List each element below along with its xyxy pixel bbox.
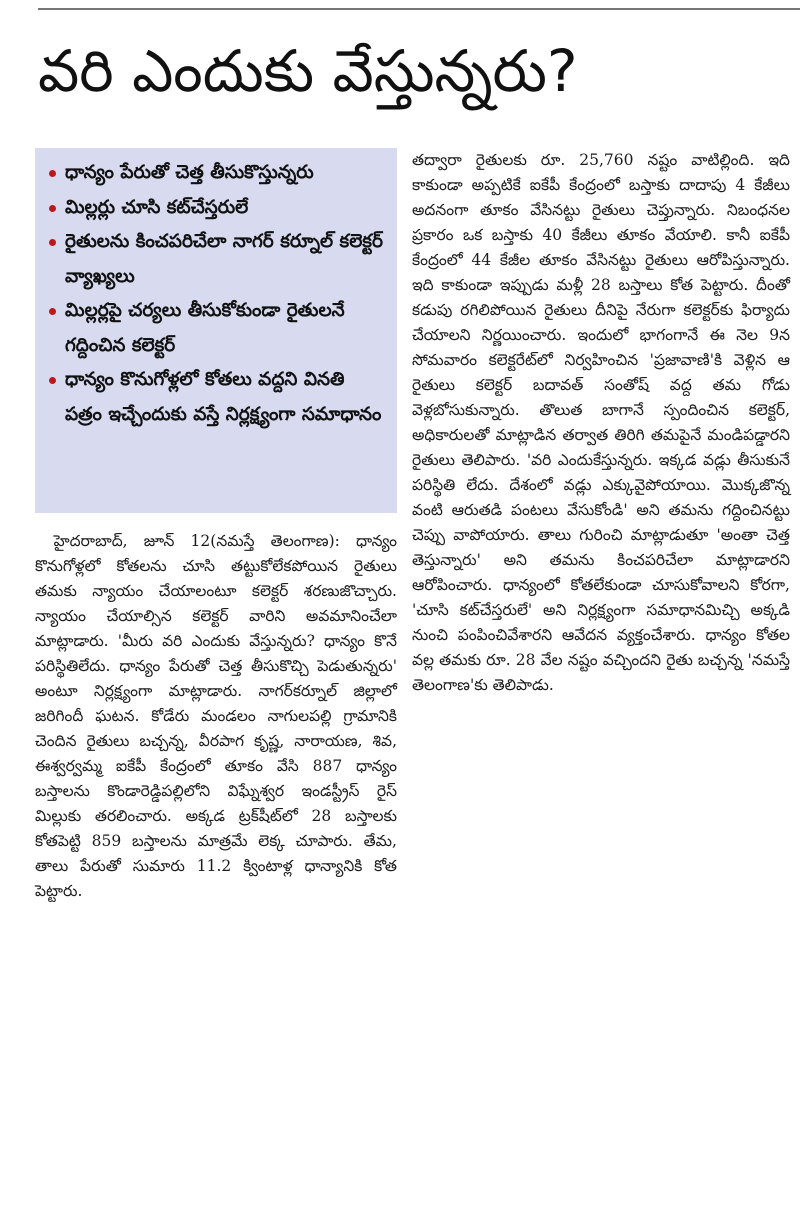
highlight-item: [47, 363, 387, 432]
bullet-icon: [49, 239, 56, 246]
right-column: [412, 148, 790, 698]
left-column: [35, 148, 397, 904]
highlight-item: [47, 191, 387, 226]
bullet-icon: [49, 170, 56, 177]
highlight-text: రైతులను కించపరిచేలా నాగర్ కర్నూల్ కలెక్టర్ వ్యాఖ్యలు: [65, 231, 383, 287]
bullet-icon: [49, 308, 56, 315]
highlight-item: [47, 156, 387, 191]
highlight-text: ధాన్యం కొనుగోళ్లలో కోతలు వద్దని వినతి పత్రం ఇచ్చేందుకు వస్తే నిర్లక్ష్యంగా సమాధానం: [65, 369, 382, 425]
highlights-box: [35, 148, 397, 513]
article-body-right: తద్వారా రైతులకు రూ. 25,760 నష్టం వాటిల్లింది. ఇది కాకుండా అప్పటికే ఐకేపీ కేంద్రంలో బస్తాకు దాదాపు 4 కేజీలు అదనంగా తూకం వేసినట్టు రైతులు చెప్తున్నారు. నిబంధనల ప్రకారం ఒక బస్తాకు 40 కేజీలు తూకం వేయాలి. కానీ ఐకేపీ కేంద్రంలో 44 కేజీల తూకం వేసినట్టు రైతులు ఆరోపిస్తున్నారు. ఇది కాకుండా ఇప్పుడు మళ్లీ 28 బస్తాలు కోత పెట్టారు. దీంతో కడుపు రగిలిపోయిన రైతులు దీనిపై నేరుగా కలెక్టర్‌కు ఫిర్యాదు చేయాలని నిర్ణయించారు. ఇందులో భాగంగానే ఈ నెల 9న సోమవారం కలెక్టరేట్‌లో నిర్వహించిన 'ప్రజావాణి'కి వెళ్లిన ఆ రైతులు కలెక్టర్ బదావత్ సంతోష్ వద్ద తమ గోడు వెళ్లబోసుకున్నారు. తొలుత బాగానే స్పందించిన కలెక్టర్, అధికారులతో మాట్లాడిన తర్వాత తిరిగి తమపైనే మండిపడ్డారని రైతులు తెలిపారు. 'వరి ఎందుకేస్తున్నరు. ఇక్కడ వడ్లు తీసుకునే పరిస్థితి లేదు. దేశంలో వడ్లు ఎక్కువైపోయాయి. మొక్కజొన్న వంటి ఆరుతడి పంటలు వేసుకోండి' అని తమను గద్దించినట్టు చెప్పు వాపోయారు. తాలు గురించి మాట్లాడుతూ 'అంతా చెత్త తెస్తున్నారు' అని తమను కించపరిచేలా మాట్లాడారని ఆరోపించారు. ధాన్యంలో కోతలేకుండా చూసుకోవాలని కోరగా, 'చూసి కట్‌చేస్తరులే' అని నిర్లక్ష్యంగా సమాధానమిచ్చి అక్కడి నుంచి పంపించివేశారని ఆవేదన వ్యక్తంచేశారు. ధాన్యం కోతల వల్ల తమకు రూ. 28 వేల నష్టం వచ్చిందని రైతు బచ్చన్న 'నమస్తే తెలంగాణ'కు తెలిపాడు.: [412, 151, 790, 694]
highlight-item: [47, 294, 387, 363]
highlight-item: [47, 225, 387, 294]
highlight-text: మిల్లర్లపై చర్యలు తీసుకోకుండా రైతులనే గద్దించిన కలెక్టర్: [65, 300, 345, 356]
article-body-left: హైదరాబాద్, జూన్ 12(నమస్తే తెలంగాణ): ధాన్యం కొనుగోళ్లలో కోతలను చూసి తట్టుకోలేకపోయిన రైతులు తమకు న్యాయం చేయాలంటూ కలెక్టర్ శరణుజొచ్చారు. న్యాయం చేయాల్సిన కలెక్టర్ వారిని అవమానించేలా మాట్లాడారు. 'మీరు వరి ఎందుకు వేస్తున్నరు? ధాన్యం కొనే పరిస్థితిలేదు. ధాన్యం పేరుతో చెత్త తీసుకొచ్చి పెడుతున్నరు' అంటూ నిర్లక్ష్యంగా మాట్లాడారు. నాగర్‌కర్నూల్ జిల్లాలో జరిగిందీ ఘటన. కోడేరు మండలం నాగులపల్లి గ్రామానికి చెందిన రైతులు బచ్చన్న, వీరపాగ కృష్ణ, నారాయణ, శివ, ఈశ్వర్వమ్మ ఐకేపీ కేంద్రంలో తూకం వేసి 887 ధాన్యం బస్తాలను కొండారెడ్డిపల్లిలోని విఘ్నేశ్వర ఇండస్ట్రీస్ రైస్ మిల్లుకు తరలించారు. అక్కడ ట్రక్‌షీట్‌లో 28 బస్తాలకు కోతపెట్టి 859 బస్తాలను మాత్రమే లెక్క చూపారు. తేమ, తాలు పేరుతో సుమారు 11.2 క్వింటాళ్ల ధాన్యానికి కోత పెట్టారు.: [35, 532, 397, 900]
highlight-text: మిల్లర్లు చూసి కట్‌చేస్తరులే: [65, 196, 249, 218]
bullet-icon: [49, 377, 56, 384]
highlight-text: ధాన్యం పేరుతో చెత్త తీసుకొస్తున్నరు: [65, 162, 314, 183]
headline: వరి ఎందుకు వేస్తున్నరు?: [38, 37, 578, 105]
top-rule: [38, 8, 800, 10]
bullet-icon: [49, 205, 56, 212]
